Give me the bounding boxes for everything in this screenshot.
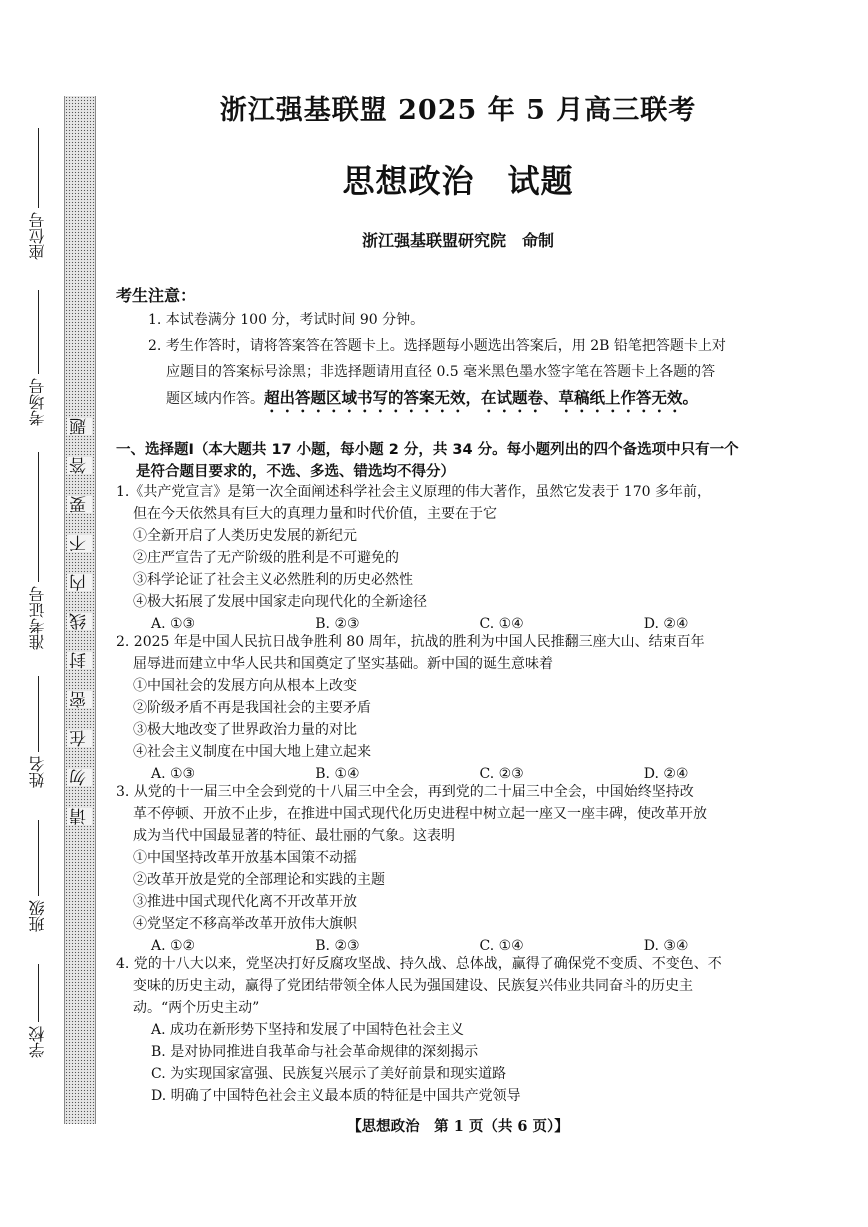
choice-b[interactable]: B. 是对协同推进自我革命与社会革命规律的深刻揭示 bbox=[151, 1044, 479, 1060]
seal-char: 答 bbox=[67, 457, 92, 474]
seal-char: 题 bbox=[67, 418, 92, 435]
seal-char: 不 bbox=[67, 535, 92, 552]
question-4 bbox=[116, 953, 808, 1107]
choice-b[interactable]: B. ②③ bbox=[315, 938, 360, 954]
name-label: 姓名 bbox=[28, 756, 47, 788]
notice-item-2-line: 2. 考生作答时，请将答案答在答题卡上。选择题每小题选出答案后，用 2B 铅笔把答题卡上对 bbox=[148, 338, 726, 354]
choice-a[interactable]: A. 成功在新形势下坚持和发展了中国特色社会主义 bbox=[151, 1022, 465, 1038]
notice-item-2-line: 应题目的答案标号涂黑；非选择题请用直径 0.5 毫米黑色墨水签字笔在答题卡上各题的答 bbox=[166, 364, 716, 380]
choice-c[interactable]: C. ②③ bbox=[479, 766, 524, 782]
choice-c[interactable]: C. ①④ bbox=[479, 938, 524, 954]
seal-line-text bbox=[68, 418, 90, 825]
statement-option: ④党坚定不移高举改革开放伟大旗帜 bbox=[133, 916, 357, 932]
choice-d[interactable]: D. 明确了中国特色社会主义最本质的特征是中国共产党领导 bbox=[151, 1088, 521, 1104]
statement-option: ①全新开启了人类历史发展的新纪元 bbox=[133, 528, 357, 544]
seal-char: 封 bbox=[67, 652, 92, 669]
choice-d[interactable]: D. ②④ bbox=[643, 616, 689, 632]
statement-option: ②阶级矛盾不再是我国社会的主要矛盾 bbox=[133, 700, 371, 716]
admission-number-line bbox=[38, 452, 39, 582]
stem-line: 但在今天依然具有巨大的真理力量和时代价值，主要在于它 bbox=[133, 506, 497, 522]
class-label: 班级 bbox=[28, 900, 47, 932]
compiler-line: 浙江强基联盟研究院 命制 bbox=[361, 231, 554, 250]
choice-d[interactable]: D. ②④ bbox=[643, 766, 689, 782]
subject-title: 思想政治 试题 bbox=[342, 162, 574, 200]
exam-room-field[interactable] bbox=[26, 290, 50, 430]
seal-char: 在 bbox=[67, 730, 92, 747]
stem-line: 1.《共产党宣言》是第一次全面阐述科学社会主义原理的伟大著作，虽然它发表于 170 多年前， bbox=[116, 484, 711, 500]
admission-number-field[interactable] bbox=[26, 452, 50, 654]
statement-option: ①中国坚持改革开放基本国策不动摇 bbox=[133, 850, 357, 866]
school-label: 学校 bbox=[28, 1026, 47, 1058]
choice-b[interactable]: B. ①④ bbox=[315, 766, 360, 782]
stem-line: 变味的历史主动，赢得了党团结带领全体人民为强国建设、民族复兴伟业共同奋斗的历史主 bbox=[133, 978, 693, 994]
exam-room-label: 考场号 bbox=[28, 378, 47, 426]
section-heading-line: 是符合题目要求的，不选、多选、错选均不得分） bbox=[136, 464, 455, 480]
notice-item-1: 1. 本试卷满分 100 分，考试时间 90 分钟。 bbox=[148, 312, 425, 328]
stem-line: 成为当代中国最显著的特征、最壮丽的气象。这表明 bbox=[133, 828, 455, 844]
stem-line: 革不停顿、开放不止步，在推进中国式现代化历史进程中树立起一座又一座丰碑，使改革开放 bbox=[133, 806, 707, 822]
seat-number-field[interactable] bbox=[26, 128, 50, 264]
question-3 bbox=[116, 781, 808, 957]
seal-char: 密 bbox=[67, 691, 92, 708]
class-line bbox=[38, 820, 39, 896]
school-line bbox=[38, 964, 39, 1022]
choice-c[interactable]: C. 为实现国家富强、民族复兴展示了美好前景和现实道路 bbox=[151, 1066, 507, 1082]
statement-option: ③极大地改变了世界政治力量的对比 bbox=[133, 722, 357, 738]
choice-c[interactable]: C. ①④ bbox=[479, 616, 524, 632]
choice-b[interactable]: B. ②③ bbox=[315, 616, 360, 632]
name-field[interactable] bbox=[26, 676, 50, 792]
seal-char: 请 bbox=[67, 808, 92, 825]
question-stem bbox=[116, 781, 808, 847]
stem-line: 屈辱进而建立中华人民共和国奠定了坚实基础。新中国的诞生意味着 bbox=[133, 656, 553, 672]
exam-room-line bbox=[38, 290, 39, 374]
question-stem bbox=[116, 631, 808, 675]
question-1 bbox=[116, 481, 808, 635]
statement-option: ③科学论证了社会主义必然胜利的历史必然性 bbox=[133, 572, 413, 588]
name-line bbox=[38, 676, 39, 752]
notice-item-2-line-3 bbox=[148, 385, 808, 416]
choice-a[interactable]: A. ①③ bbox=[151, 616, 196, 632]
statement-option: ③推进中国式现代化离不开改革开放 bbox=[133, 894, 357, 910]
choice-d[interactable]: D. ③④ bbox=[643, 938, 689, 954]
statement-option: ④社会主义制度在中国大地上建立起来 bbox=[133, 744, 371, 760]
choice-a[interactable]: A. ①② bbox=[151, 938, 196, 954]
notice-heading: 考生注意： bbox=[116, 286, 197, 305]
exam-title: 浙江强基联盟 2025 年 5 月高三联考 bbox=[219, 95, 697, 126]
seal-char: 要 bbox=[67, 496, 92, 513]
stem-line: 2. 2025 年是中国人民抗日战争胜利 80 周年，抗战的胜利为中国人民推翻三座大山、结束百年 bbox=[116, 634, 705, 650]
seal-char: 线 bbox=[67, 613, 92, 630]
choice-a[interactable]: A. ①③ bbox=[151, 766, 196, 782]
page-footer: 【思想政治 第 1 页（共 6 页）】 bbox=[347, 1118, 569, 1135]
seal-char: 内 bbox=[67, 574, 92, 591]
notice-item-2 bbox=[148, 333, 808, 416]
stem-line: 4. 党的十八大以来，党坚决打好反腐攻坚战、持久战、总体战，赢得了确保党不变质、不变色、不 bbox=[116, 956, 722, 972]
seal-char: 勿 bbox=[67, 769, 92, 786]
seat-number-line bbox=[38, 128, 39, 208]
statement-option: ①中国社会的发展方向从根本上改变 bbox=[133, 678, 357, 694]
section-heading bbox=[116, 439, 806, 483]
statement-option: ②改革开放是党的全部理论和实践的主题 bbox=[133, 872, 385, 888]
statement-option: ②庄严宣告了无产阶级的胜利是不可避免的 bbox=[133, 550, 399, 566]
class-field[interactable] bbox=[26, 820, 50, 936]
stem-line: 3. 从党的十一届三中全会到党的十八届三中全会，再到党的二十届三中全会，中国始终坚持改 bbox=[116, 784, 694, 800]
school-field[interactable] bbox=[26, 964, 50, 1062]
question-stem bbox=[116, 953, 808, 1019]
admission-number-label: 准考证号 bbox=[28, 586, 47, 650]
section-heading-line: 一、选择题Ⅰ（本大题共 17 小题，每小题 2 分，共 34 分。每小题列出的四个备选项中只有一个 bbox=[116, 442, 739, 458]
question-stem bbox=[116, 481, 808, 525]
stem-line: 动。“两个历史主动” bbox=[133, 1000, 260, 1016]
statement-option: ④极大拓展了发展中国家走向现代化的全新途径 bbox=[133, 594, 427, 610]
seat-number-label: 座位号 bbox=[28, 212, 47, 260]
question-2 bbox=[116, 631, 808, 785]
notice-item-2-text: 题区域内作答。 bbox=[166, 391, 264, 407]
notice-emphasis: 超出答题区域书写的答案无效，在试题卷、草稿纸上作答无效。 bbox=[264, 389, 699, 407]
